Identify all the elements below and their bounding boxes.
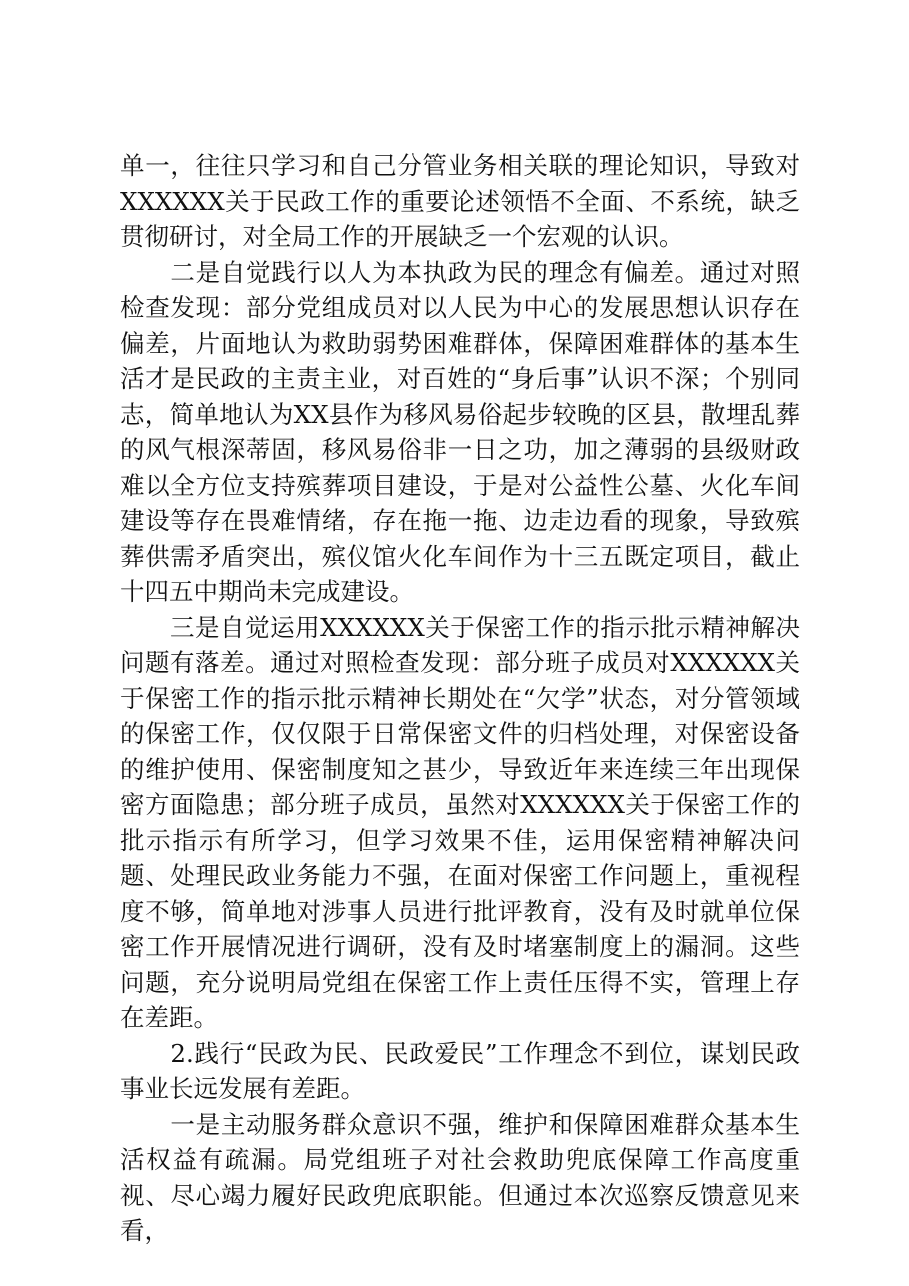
paragraph-continuation: 单一，往往只学习和自己分管业务相关联的理论知识，导致对XXXXXX关于民政工作的重要论述领悟不全面、不系统，缺乏贯彻研讨，对全局工作的开展缺乏一个宏观的认识。 [120,151,800,251]
section-heading-2: 2.践行“民政为民、民政爱民”工作理念不到位，谋划民政事业长远发展有差距。 [120,1038,800,1103]
document-body [120,148,800,1249]
paragraph-confidentiality-work: 三是自觉运用XXXXXX关于保密工作的指示批示精神解决问题有落差。通过对照检查发现：部分班子成员对XXXXXX关于保密工作的指示批示精神长期处在“欠学”状态，对分管领域的保密工作，仅仅限于日常保密文件的归档处理，对保密设备的维护使用、保密制度知之甚少，导致近年来连续三年出现保密方面隐患；部分班子成员，虽然对XXXXXX关于保密工作的批示指示有所学习，但学习效果不佳，运用保密精神解决问题、处理民政业务能力不强，在面对保密工作问题上，重视程度不够，简单地对涉事人员进行批评教育，没有及时就单位保密工作开展情况进行调研，没有及时堵塞制度上的漏洞。这些问题，充分说明局党组在保密工作上责任压得不实，管理上存在差距。 [120,612,800,1032]
paragraph-practice-people-first: 二是自觉践行以人为本执政为民的理念有偏差。通过对照检查发现：部分党组成员对以人民为中心的发展思想认识存在偏差，片面地认为救助弱势困难群体，保障困难群体的基本生活才是民政的主责主业，对百姓的“身后事”认识不深；个别同志，简单地认为XX县作为移风易俗起步较晚的区县，散埋乱葬的风气根深蒂固，移风易俗非一日之功，加之薄弱的县级财政难以全方位支持殡葬项目建设，于是对公益性公墓、火化车间建设等存在畏难情绪，存在拖一拖、边走边看的现象，导致殡葬供需矛盾突出，殡仪馆火化车间作为十三五既定项目，截止十四五中期尚未完成建设。 [120,257,800,606]
paragraph-serve-masses: 一是主动服务群众意识不强，维护和保障困难群众基本生活权益有疏漏。局党组班子对社会救助兜底保障工作高度重视、尽心竭力履好民政兜底职能。但通过本次巡察反馈意见来看， [120,1109,800,1245]
